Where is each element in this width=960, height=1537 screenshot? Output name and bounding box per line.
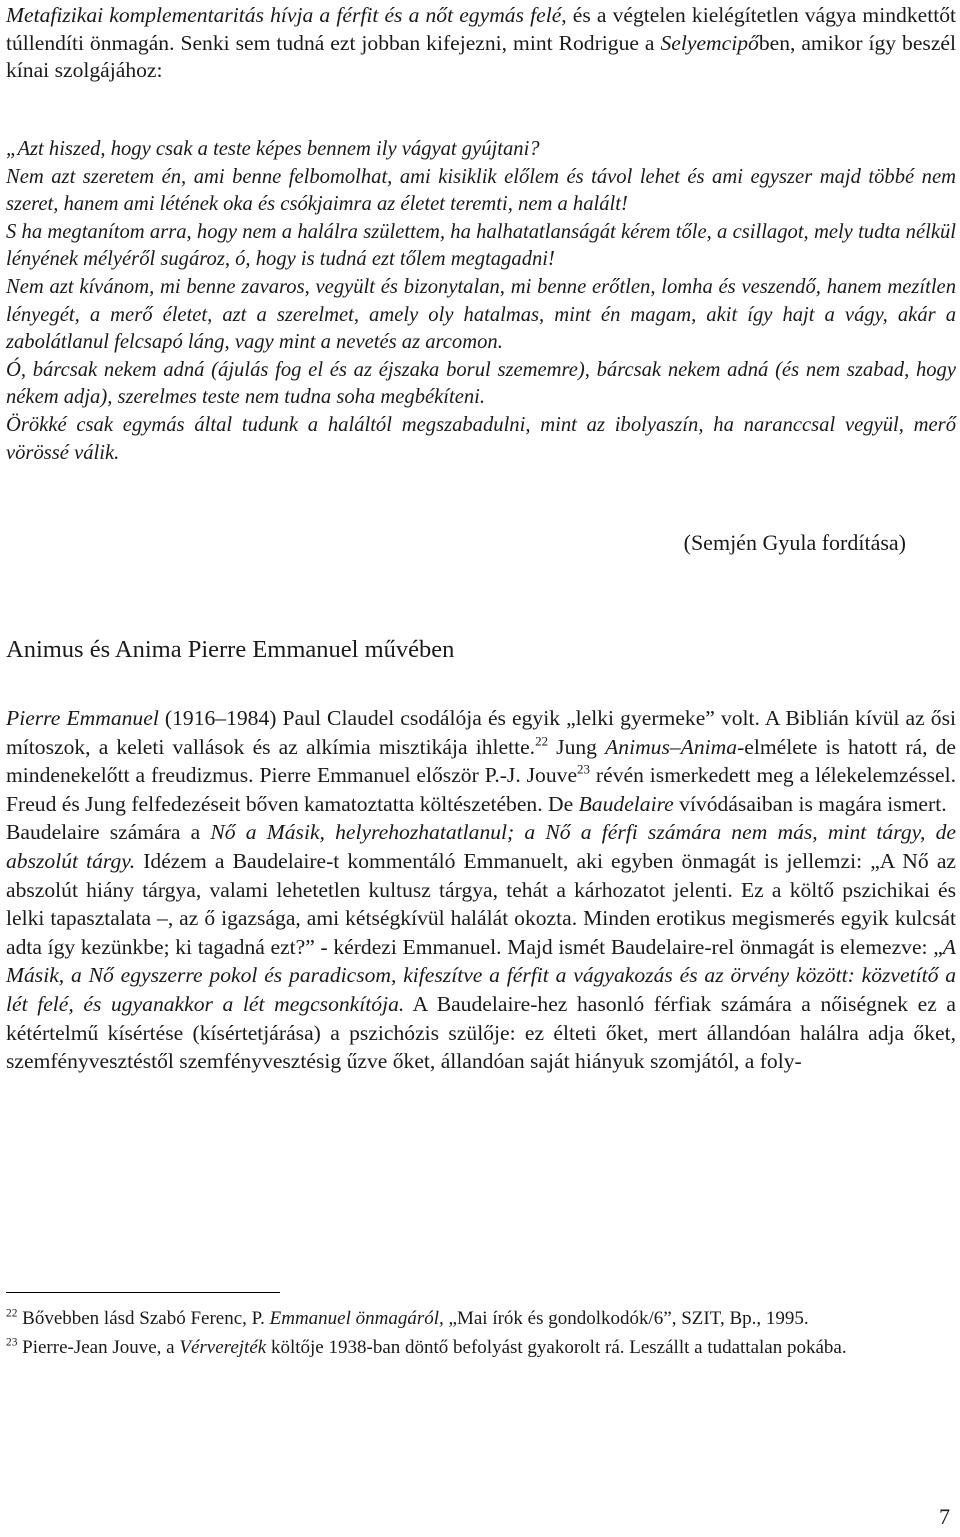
text-run: révén ismerkedett meg a lélekelemzéssel. Freud és Jung felfedezéseit bőven kamatoztatta költészetében. De <box>6 763 956 816</box>
body-paragraph-1 <box>6 704 956 818</box>
intro-text <box>6 2 956 85</box>
text-run: Idézem a Baudelaire-t kommentáló Emmanuelt, aki egyben önmagát is jellemzi: „A Nő az abszolút hiány tárgya, valami lehetetlen kultusz tárgya, tehát a kárhozatot jelenti. Ez a költő pszichikai és lelki tapasztalata –, az ő igazsága, ami kétségkívül halálát okozta. Minden erotikus megismerés egyik kulcsát adta így kezünkbe; ki tagadná ezt?” - kérdezi Emmanuel. Majd ismét Baudelaire-rel önmagát is elemezve: „ <box>6 848 956 959</box>
translator-credit: (Semjén Gyula fordítása) <box>683 530 906 555</box>
text-run: ben, amikor így beszél kínai szolgájához: <box>6 30 956 83</box>
footnote-22 <box>6 1306 956 1331</box>
footnote-number: 22 <box>6 1307 18 1320</box>
text-run: A Baudelaire-hez hasonló férfiak számára a nőiségnek ez a kétértelmű kísértése (kísértetjárása) a pszichózis szülője: ez élteti őket, mert állandóan halálra adja őket, szemfényvesztéstől szemfényvesztésig űzve őket, állandóan saját hiányuk szomjától, a foly- <box>6 991 956 1074</box>
quote-line-4: Nem azt kívánom, mi benne zavaros, vegyült és bizonytalan, mi benne erőtlen, lomha és veszendő, hanem mezítlen lényegét, a merő életet, azt a szerelmet, amely oly hatalmas, mint én magam, akit így hajt a vágy, akár a zabolátlanul felcsapó láng, vagy mint a nevetés az arcomon. <box>6 275 956 354</box>
quote-line-1: „Azt hiszed, hogy csak a teste képes bennem ily vágyat gyújtani? <box>6 138 540 160</box>
page-number: 7 <box>939 1504 950 1529</box>
section-body <box>6 704 956 1076</box>
italic-text: Pierre Emmanuel <box>6 706 159 730</box>
text-run: vívódásaiban is magára ismert. <box>673 791 947 816</box>
footnote-number: 23 <box>6 1336 18 1349</box>
quote-line-3: S ha megtanítom arra, hogy nem a halálra születtem, ha halhatatlanságát kérem tőle, a csillagot, mely tudta nélkül lényének mélyéről sugároz, ó, hogy is tudná ezt tőlem megtagadni! <box>6 220 956 271</box>
italic-text: Emmanuel önmagáról, <box>269 1308 444 1329</box>
section-heading: Animus és Anima Pierre Emmanuel művében <box>6 636 455 663</box>
footnote-divider <box>6 1292 280 1293</box>
text-run: (1916–1984) Paul Claudel csodálója és egyik „lelki gyermeke” volt. A Biblián kívül az ősi mítoszok, a keleti vallások és az alkímia misztikája ihlette. <box>6 706 956 759</box>
claudel-quote <box>6 136 956 467</box>
text-run: Bővebben lásd Szabó Ferenc, P. <box>17 1308 270 1329</box>
text-run: , és a végtelen kielégítetlen vágya mindkettőt túllendíti önmagán. Senki sem tudná ezt jobban kifejezni, mint Rodrigue a <box>6 3 956 55</box>
quote-line-2: Nem azt szeretem én, ami benne felbomolhat, ami kisiklik előlem és távol lehet és ami egyszer majd többé nem szeret, hanem ami létének oka és csókjaimra az életet teremti, nem a halált! <box>6 165 956 216</box>
text-run: Pierre-Jean Jouve, a <box>17 1337 180 1358</box>
italic-text: Vérverejték <box>179 1337 267 1358</box>
text-run: költője 1938-ban döntő befolyást gyakorolt rá. Leszállt a tudattalan pokába. <box>266 1337 847 1358</box>
text-run: Baudelaire számára a <box>6 820 211 845</box>
quote-line-6: Örökké csak egymás által tudunk a haláltól megszabadulni, mint az ibolyaszín, ha naranccsal vegyül, merő vörössé válik. <box>6 413 956 464</box>
footnote-ref: 22 <box>535 733 549 749</box>
italic-text: Nő a Másik, helyrehozhatatlanul; a Nő a férfi számára nem más, mint tárgy, de abszolút tárgy. <box>6 820 956 873</box>
italic-text: A Másik, a Nő egyszerre pokol és paradicsom, kifeszítve a férfit a vágyakozás és az örvény között: közvetítő a lét felé, és ugyanakkor a lét megcsonkítója. <box>6 934 956 1016</box>
italic-text: Selyemcipő <box>660 30 759 55</box>
text-run: Jung <box>548 734 606 759</box>
footnote-23 <box>6 1335 956 1360</box>
text-run: „Mai írók és gondolkodók/6”, SZIT, Bp., 1995. <box>443 1308 809 1329</box>
quote-line-5: Ó, bárcsak nekem adná (ájulás fog el és az éjszaka borul szememre), bárcsak nekem adná (és nem szabad, hogy nékem adja), szerelmes teste nem tudna soha megbékíteni. <box>6 358 956 409</box>
italic-text: Animus–Anima <box>605 734 738 759</box>
body-paragraph-2 <box>6 818 956 1075</box>
text-run: -elmélete is hatott rá, de mindenekelőtt a freudizmus. Pierre Emmanuel először P.-J. Jouve <box>6 734 957 788</box>
italic-text: Baudelaire <box>578 791 674 816</box>
italic-text: Metafizikai komplementaritás hívja a férfit és a nőt egymás felé <box>6 3 562 27</box>
intro-paragraph <box>6 2 956 85</box>
footnote-ref: 23 <box>577 761 590 777</box>
footnotes <box>6 1306 956 1364</box>
